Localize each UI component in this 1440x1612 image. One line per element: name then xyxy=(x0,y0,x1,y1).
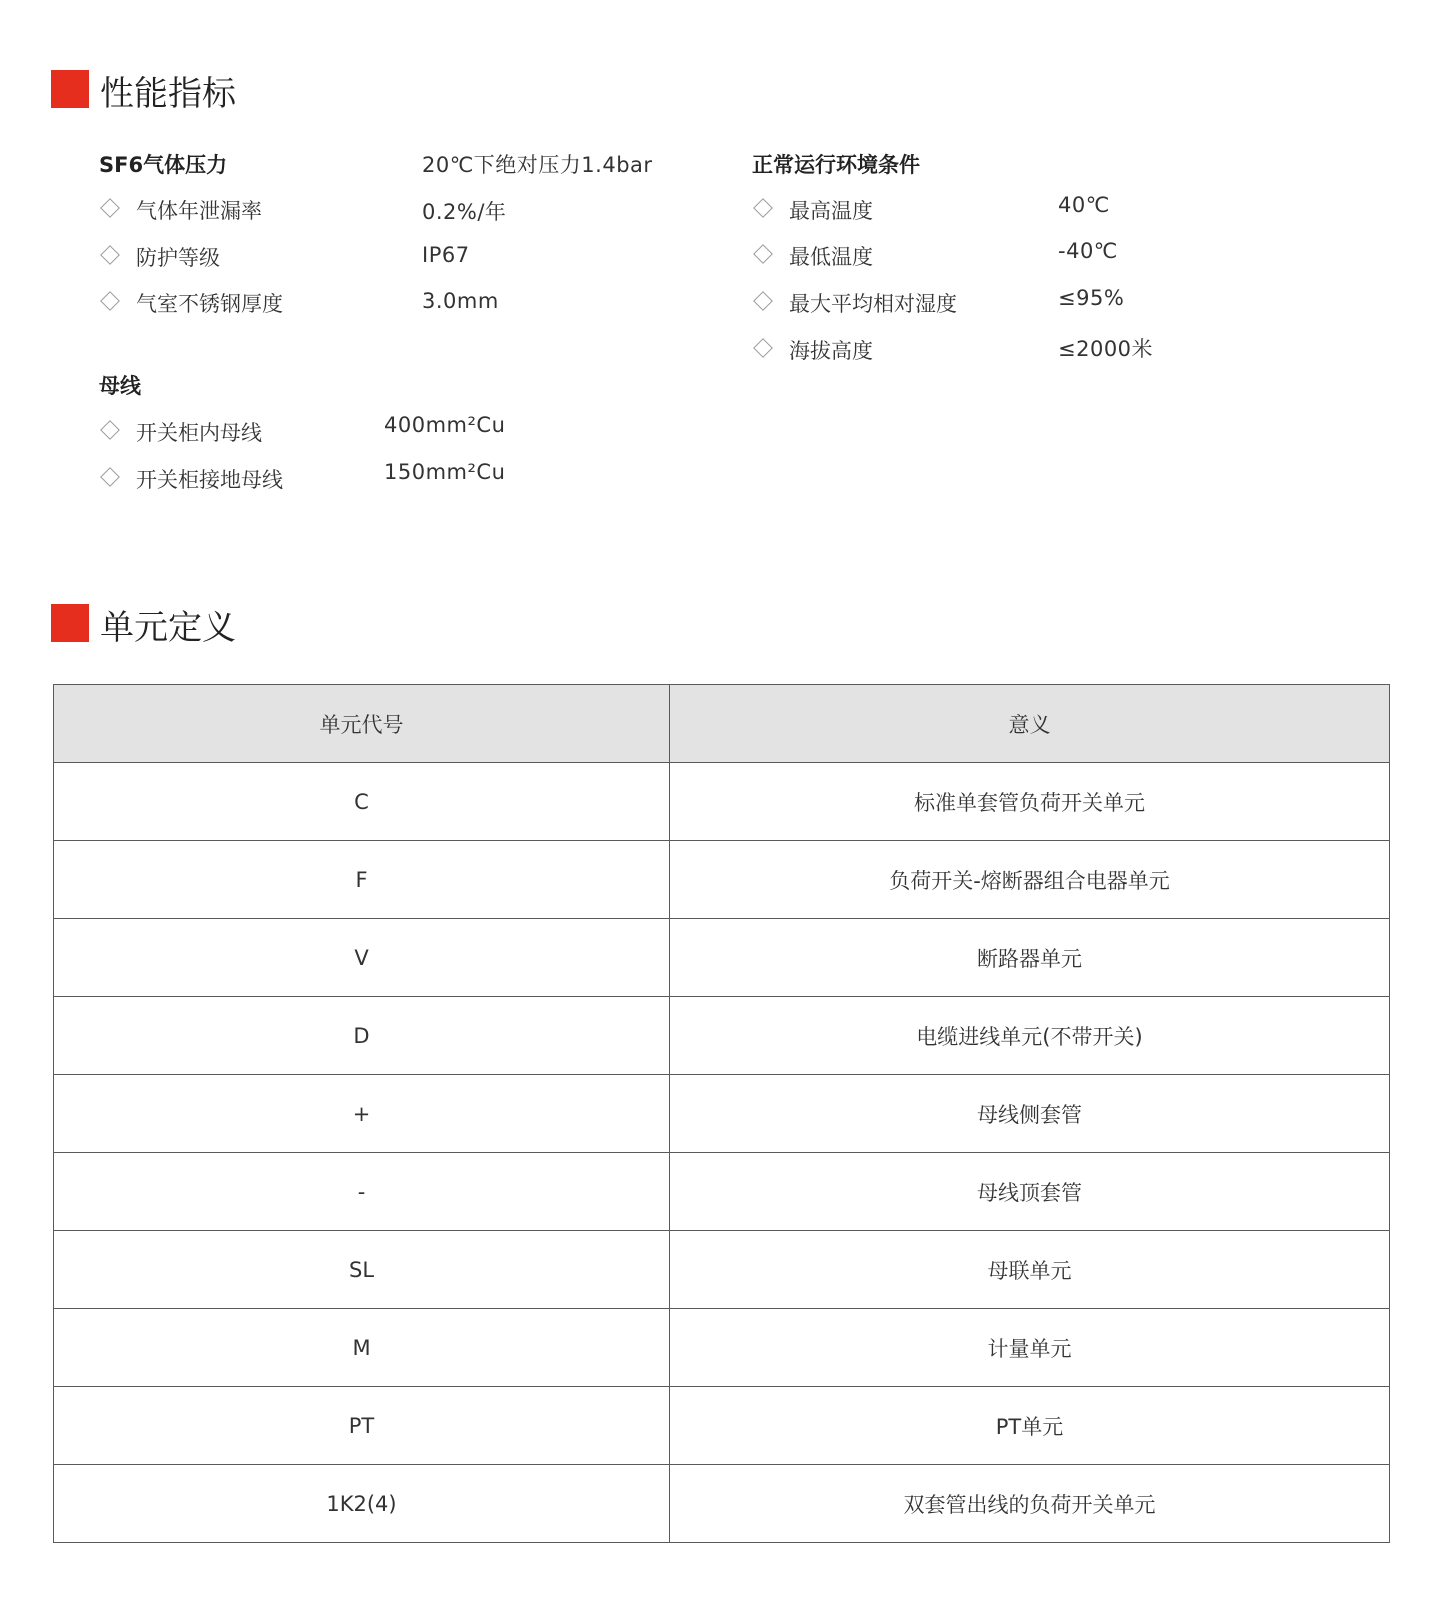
unit-meaning-cell: 计量单元 xyxy=(670,1309,1390,1387)
unit-meaning-cell: 负荷开关-熔断器组合电器单元 xyxy=(670,841,1390,919)
chamber-thickness-label: 气室不锈钢厚度 xyxy=(136,292,283,316)
unit-meaning-cell: 电缆进线单元(不带开关) xyxy=(670,997,1390,1075)
unit-code-cell: + xyxy=(54,1075,670,1153)
unit-meaning-cell: PT单元 xyxy=(670,1387,1390,1465)
diamond-bullet-icon xyxy=(100,467,120,487)
table-row xyxy=(54,1231,1390,1309)
unit-meaning-cell: 断路器单元 xyxy=(670,919,1390,997)
section-title-units: 单元定义 xyxy=(100,608,236,648)
unit-code-cell: - xyxy=(54,1153,670,1231)
sf6-pressure-label: SF6气体压力 xyxy=(99,153,228,177)
unit-code-cell: SL xyxy=(54,1231,670,1309)
unit-meaning-cell: 母线侧套管 xyxy=(670,1075,1390,1153)
humidity-label: 最大平均相对湿度 xyxy=(789,292,957,316)
altitude-value: ≤2000米 xyxy=(1058,337,1154,361)
diamond-bullet-icon xyxy=(100,420,120,440)
table-row xyxy=(54,1465,1390,1543)
table-row xyxy=(54,1075,1390,1153)
unit-code-cell: 1K2(4) xyxy=(54,1465,670,1543)
diamond-bullet-icon xyxy=(100,245,120,265)
unit-definition-table xyxy=(53,684,1390,1543)
leak-rate-label: 气体年泄漏率 xyxy=(136,199,262,223)
unit-code-cell: V xyxy=(54,919,670,997)
diamond-bullet-icon xyxy=(100,291,120,311)
min-temp-value: -40℃ xyxy=(1058,239,1118,263)
leak-rate-value: 0.2%/年 xyxy=(422,200,507,224)
diamond-bullet-icon xyxy=(753,198,773,218)
diamond-bullet-icon xyxy=(100,198,120,218)
unit-meaning-cell: 母线顶套管 xyxy=(670,1153,1390,1231)
table-header-row xyxy=(54,685,1390,763)
unit-meaning-cell: 双套管出线的负荷开关单元 xyxy=(670,1465,1390,1543)
unit-meaning-cell: 母联单元 xyxy=(670,1231,1390,1309)
protection-level-label: 防护等级 xyxy=(136,246,220,270)
max-temp-label: 最高温度 xyxy=(789,199,873,223)
unit-code-cell: C xyxy=(54,763,670,841)
unit-code-cell: M xyxy=(54,1309,670,1387)
inner-busbar-value: 400mm²Cu xyxy=(384,413,506,437)
unit-code-cell: PT xyxy=(54,1387,670,1465)
busbar-label: 母线 xyxy=(99,374,141,398)
section-marker-units xyxy=(51,604,89,642)
unit-code-cell: D xyxy=(54,997,670,1075)
table-row xyxy=(54,919,1390,997)
section-marker-performance xyxy=(51,70,89,108)
environment-label: 正常运行环境条件 xyxy=(752,153,920,177)
table-row xyxy=(54,1309,1390,1387)
inner-busbar-label: 开关柜内母线 xyxy=(136,421,262,445)
protection-level-value: IP67 xyxy=(422,243,470,267)
sf6-pressure-value: 20℃下绝对压力1.4bar xyxy=(422,153,653,177)
diamond-bullet-icon xyxy=(753,338,773,358)
unit-meaning-cell: 标准单套管负荷开关单元 xyxy=(670,763,1390,841)
ground-busbar-value: 150mm²Cu xyxy=(384,460,506,484)
table-row xyxy=(54,997,1390,1075)
humidity-value: ≤95% xyxy=(1058,286,1125,310)
unit-code-cell: F xyxy=(54,841,670,919)
diamond-bullet-icon xyxy=(753,244,773,264)
header-unit-code: 单元代号 xyxy=(54,685,670,763)
chamber-thickness-value: 3.0mm xyxy=(422,289,499,313)
table-row xyxy=(54,841,1390,919)
table-row xyxy=(54,763,1390,841)
diamond-bullet-icon xyxy=(753,291,773,311)
max-temp-value: 40℃ xyxy=(1058,193,1110,217)
section-title-performance: 性能指标 xyxy=(100,74,236,114)
min-temp-label: 最低温度 xyxy=(789,245,873,269)
table-row xyxy=(54,1387,1390,1465)
header-meaning: 意义 xyxy=(670,685,1390,763)
altitude-label: 海拔高度 xyxy=(789,339,873,363)
ground-busbar-label: 开关柜接地母线 xyxy=(136,468,283,492)
table-row xyxy=(54,1153,1390,1231)
